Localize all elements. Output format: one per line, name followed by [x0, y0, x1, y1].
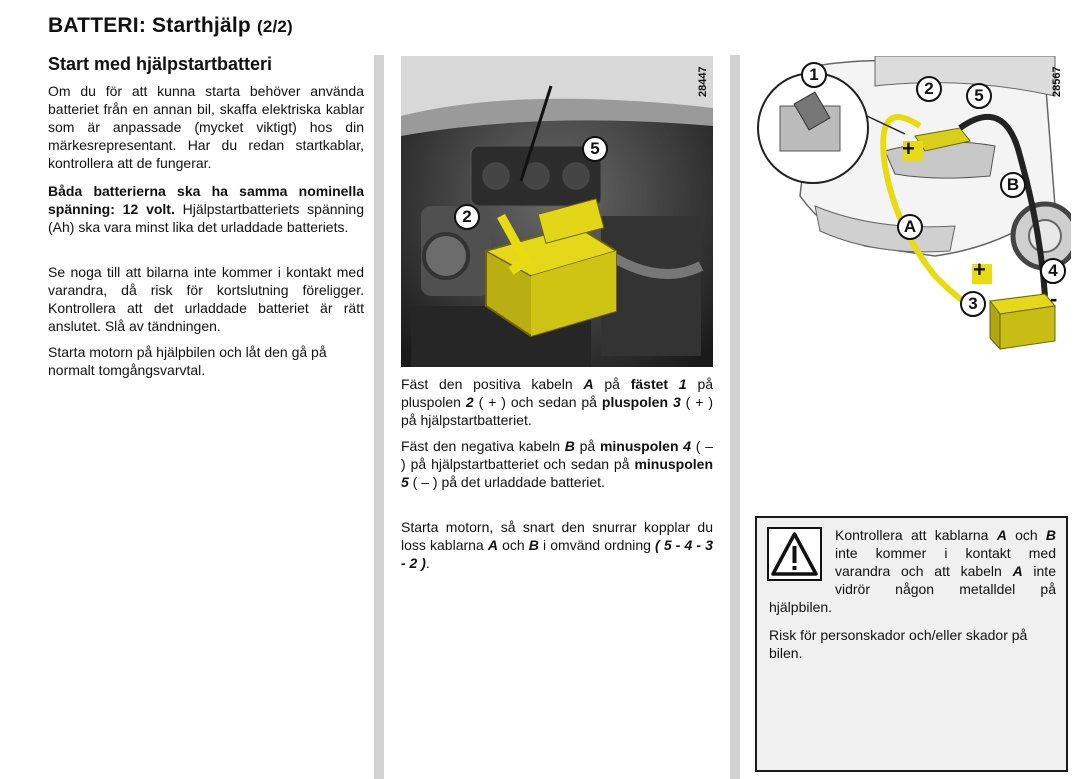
warning-text-1: Kontrollera att kablarna A och B inte kommer i kontakt med varandra och att kabeln A inte vidrör någon metalldel på hjälpbilen. [769, 527, 1057, 615]
diagram-callout-2: 2 [916, 76, 942, 102]
photo-callout-2: 2 [454, 204, 480, 230]
warning-text-2: Risk för personskador och/eller skador på bilen. [769, 627, 1028, 661]
disconnect-paragraph: Starta motorn, så snart den snurrar kopplar du loss kablarna A och B i omvänd ordning ( 5 - 4 - 3 - 2 ). [401, 519, 713, 571]
page-number: (2/2) [256, 17, 293, 36]
diagram-plus-upper: + [902, 136, 915, 161]
diagram-plus-lower: + [973, 257, 986, 282]
jump-start-illustration [755, 56, 1071, 510]
voltage-rest-text: Hjälpstartbatteriets spänning (Ah) ska vara minst lika det urladdade batteriets. [48, 201, 364, 235]
page-title-text: BATTERI: Starthjälp [48, 14, 251, 37]
intro-paragraph: Om du för att kunna starta behöver använda batteriet från en annan bil, skaffa elektriska kablar som är anpassade (mycket viktigt) hos din märkesrepresentant. Har du redan startkablar, kontrollera att de fungerar. [48, 83, 364, 171]
diagram-callout-4: 4 [1040, 258, 1066, 284]
column-separator [374, 55, 384, 779]
jump-start-diagram [755, 56, 1071, 510]
diagram-cable-a-label: A [897, 214, 923, 240]
diagram-figure-ref: 28567 [1051, 66, 1063, 97]
diagram-callout-1: 1 [801, 62, 827, 88]
diagram-cable-b-label: B [1000, 172, 1026, 198]
diagram-callout-5: 5 [966, 83, 992, 109]
voltage-bold-text: Båda batterierna ska ha samma nominella spänning: 12 volt. [48, 183, 364, 217]
voltage-paragraph [48, 182, 364, 236]
diagram-minus: - [1050, 286, 1058, 311]
section-heading: Start med hjälpstartbatteri [48, 54, 273, 74]
diagram-callout-3: 3 [960, 291, 986, 317]
positive-cable-paragraph: Fäst den positiva kabeln A på fästet 1 på pluspolen 2 ( + ) och sedan på pluspolen 3 ( + ) på hjälpstartbatteriet. [401, 376, 714, 428]
engine-bay-illustration [401, 56, 713, 367]
engine-bay-photo [401, 56, 713, 367]
photo-callout-5: 5 [582, 136, 608, 162]
warning-box [755, 516, 1068, 772]
contact-paragraph: Se noga till att bilarna inte kommer i kontakt med varandra, då risk för kortslutning föreligger. Kontrollera att det urladdade batteriet är rätt anslutet. Slå av tändningen. [48, 264, 364, 334]
negative-cable-paragraph: Fäst den negativa kabeln B på minuspolen 4 ( – ) på hjälpstartbatteriet och sedan på minuspolen 5 ( – ) på det urladdade batteriet. [401, 438, 713, 490]
start-helper-paragraph: Starta motorn på hjälpbilen och låt den gå på normalt tomgångsvarvtal. [48, 344, 327, 378]
page-title [48, 14, 293, 38]
column-separator [730, 55, 740, 779]
photo-figure-ref: 28447 [697, 66, 709, 97]
